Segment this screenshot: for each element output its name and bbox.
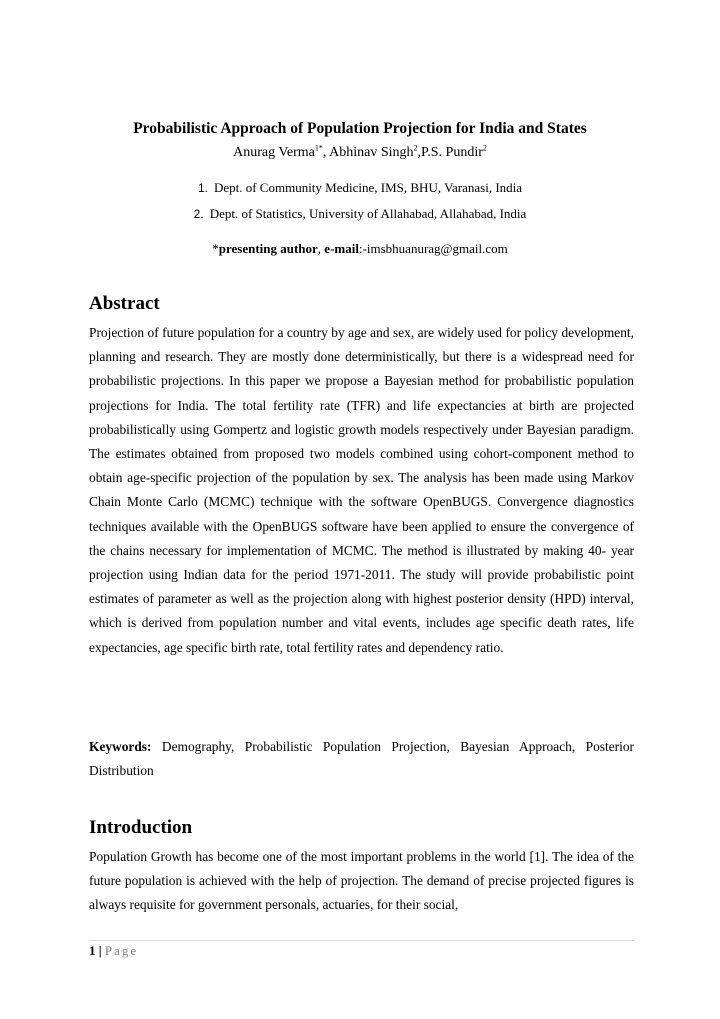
footer-separator: | (95, 943, 105, 958)
keywords-label: Keywords: (89, 739, 152, 754)
affiliation-number: 1. (197, 181, 208, 195)
author-name: Abhinav Singh (329, 145, 414, 160)
affiliation-text: Dept. of Community Medicine, IMS, BHU, Varanasi, India (213, 180, 523, 195)
presenting-separator: , (317, 241, 325, 256)
abstract-body: Projection of future population for a country by age and sex, are widely used for policy development, planning and research. They are mostly done deterministically, but there is a widespread need for probabilistic projections. In this paper we propose a Bayesian method for probabilistic population projections for India. The total fertility rate (TFR) and life expectancies at birth are projected probabilistically using Gompertz and logistic growth models respectively under Bayesian paradigm. The estimates obtained from proposed two models combined using cohort-component method to obtain age-specific projection of the population by sex. The analysis has been made using Markov Chain Monte Carlo (MCMC) technique with the software OpenBUGS. Convergence diagnostics techniques available with the OpenBUGS software have been applied to ensure the convergence of the chains necessary for implementation of MCMC. The method is illustrated by making 40- year projection using Indian data for the period 1971-2011. The study will provide probabilistic point estimates of parameter as well as the projection along with highest posterior density (HPD) interval, which is derived from population number and vital events, includes age specific death rates, life expectancies, age specific birth rate, total fertility rates and dependency ratio. (89, 325, 634, 655)
affiliation-1 (0, 180, 720, 196)
paper-title: Probabilistic Approach of Population Projection for India and States (133, 120, 587, 137)
footer-divider (89, 940, 634, 941)
author-affiliation-mark: 1* (314, 143, 323, 153)
affiliation-text: Dept. of Statistics, University of Allahabad, Allahabad, India (209, 206, 527, 221)
author-separator: , (322, 145, 330, 160)
keywords-line (89, 735, 634, 783)
author-name: P.S. Pundir (421, 145, 483, 160)
keywords-text: Demography, Probabilistic Population Projection, Bayesian Approach, Posterior Distribution (89, 739, 634, 779)
presenting-label: presenting author (218, 241, 318, 256)
page-label: Page (104, 943, 139, 958)
email-value: :-imsbhuanurag@gmail.com (358, 241, 508, 256)
author-name: Anurag Verma (233, 145, 315, 160)
email-label: e-mail (324, 241, 359, 256)
author-affiliation-mark: 2 (413, 143, 418, 153)
author-affiliation-mark: 2 (482, 143, 487, 153)
abstract-heading: Abstract (89, 293, 160, 314)
page-footer (89, 943, 138, 959)
author-separator: , (417, 145, 422, 160)
presenting-author-line (0, 241, 720, 257)
introduction-heading: Introduction (89, 817, 193, 838)
affiliation-2 (0, 206, 720, 222)
affiliation-number: 2. (193, 207, 204, 221)
presenting-prefix: * (212, 241, 219, 256)
page-number: 1 (89, 943, 96, 958)
author-line (0, 144, 720, 162)
introduction-body: Population Growth has become one of the most important problems in the world [1]. The idea of the future population is achieved with the help of projection. The demand of precise projected figures is always requisite for government personals, actuaries, for their social, (89, 849, 634, 913)
